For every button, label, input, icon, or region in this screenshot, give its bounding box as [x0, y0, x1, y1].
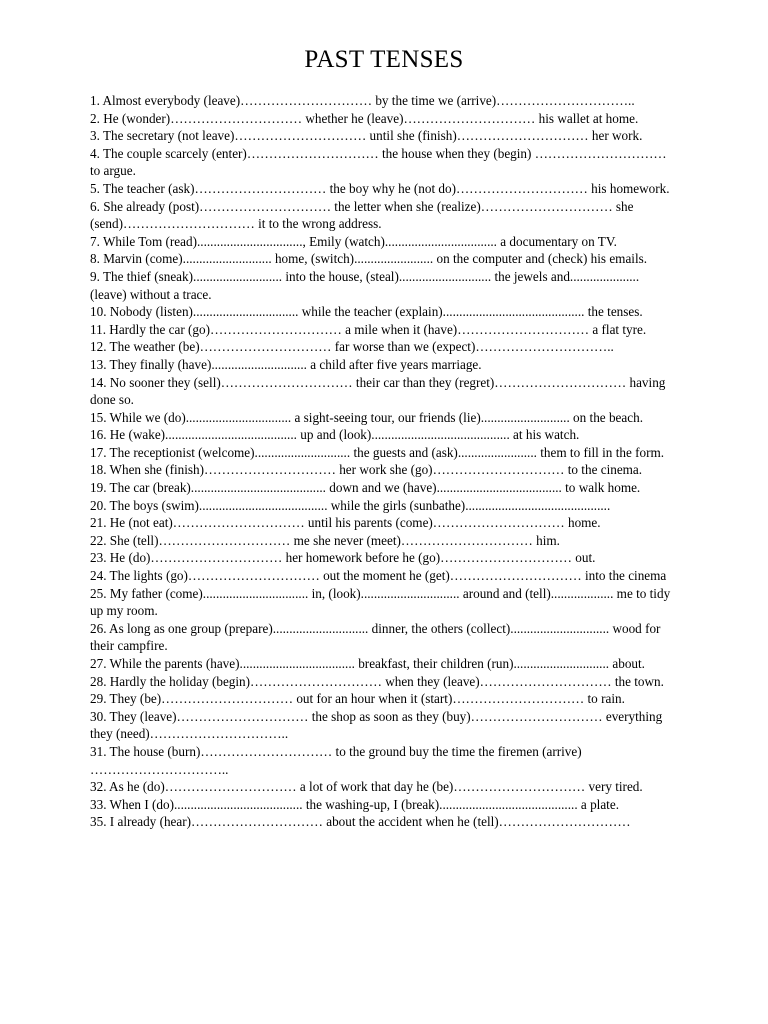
exercise-item: 13. They finally (have)............................. a child after five years marriage. [90, 356, 482, 372]
exercise-item: 1. Almost everybody (leave)………………………… by the time we (arrive)………………………….. [90, 93, 635, 108]
exercise-item: 5. The teacher (ask)………………………… the boy why he (not do)………………………… his homework. [90, 180, 670, 196]
exercise-item: 15. While we (do)................................ a sight-seeing tour, our friends (lie)........................... on the beach. [90, 409, 643, 425]
exercise-item: 24. The lights (go)………………………… out the moment he (get)………………………… into the cinema [90, 568, 667, 584]
exercise-item: 19. The car (break)......................................... down and we (have)...................................... to walk home. [90, 480, 641, 496]
exercise-item: 28. Hardly the holiday (begin)………………………… when they (leave)………………………… the town. [90, 673, 664, 689]
exercise-item: 17. The receptionist (welcome)............................. the guests and (ask)........................ them to fill in the form. [90, 444, 665, 460]
exercise-item: 14. No sooner they (sell)………………………… their car than they (regret)………………………… having done so. [90, 374, 666, 408]
exercise-item: 31. The house (burn)………………………… to the ground buy the time the firemen (arrive) ………………………….. [90, 743, 582, 777]
page-title: PAST TENSES [304, 46, 464, 73]
exercise-item: 21. He (not eat)………………………… until his parents (come)………………………… home. [90, 515, 601, 531]
exercise-list [90, 92, 678, 831]
exercise-item: 11. Hardly the car (go)………………………… a mile when it (have)………………………… a flat tyre. [90, 321, 647, 337]
exercise-item: 7. While Tom (read)................................, Emily (watch).................................. a documentary on TV. [90, 233, 617, 249]
exercise-item: 22. She (tell)………………………… me she never (meet)………………………… him. [90, 532, 560, 548]
exercise-item: 23. He (do)………………………… her homework before he (go)………………………… out. [90, 550, 596, 566]
exercise-item: 20. The boys (swim)....................................... while the girls (sunbathe)............................................ [90, 497, 611, 513]
exercise-item: 27. While the parents (have)................................... breakfast, their children (run)............................. about. [90, 656, 645, 671]
exercise-item: 32. As he (do)………………………… a lot of work that day he (be)………………………… very tired. [90, 779, 643, 795]
exercise-item: 6. She already (post)………………………… the letter when she (realize)………………………… she (send)………………………… it to the wrong address. [90, 198, 634, 232]
exercise-item: 25. My father (come)................................ in, (look).............................. around and (tell)................... me to tidy up my room. [90, 585, 671, 619]
exercise-item: 30. They (leave)………………………… the shop as soon as they (buy)………………………… everything they (need)………………………….. [90, 708, 663, 742]
exercise-item: 35. I already (hear)………………………… about the accident when he (tell)………………………… [90, 814, 631, 830]
exercise-item: 4. The couple scarcely (enter)………………………… the house when they (begin) ………………………… to argue. [90, 145, 667, 179]
exercise-item: 16. He (wake)........................................ up and (look).......................................... at his watch. [90, 427, 580, 443]
exercise-item: 18. When she (finish)………………………… her work she (go)………………………… to the cinema. [90, 462, 643, 478]
exercise-item: 12. The weather (be)………………………… far worse than we (expect)………………………….. [90, 339, 614, 355]
exercise-item: 26. As long as one group (prepare)............................. dinner, the others (collect).............................. wood for their campfire. [90, 620, 661, 654]
exercise-item: 2. He (wonder)………………………… whether he (leave)………………………… his wallet at home. [90, 110, 639, 126]
exercise-item: 9. The thief (sneak)........................... into the house, (steal)............................ the jewels and..................... (leave) without a trace. [90, 268, 640, 302]
exercise-item: 3. The secretary (not leave)………………………… until she (finish)………………………… her work. [90, 128, 643, 144]
exercise-item: 29. They (be)………………………… out for an hour when it (start)………………………… to rain. [90, 691, 625, 707]
exercise-item: 10. Nobody (listen)................................ while the teacher (explain)........................................... the tenses. [90, 304, 643, 320]
exercise-item: 8. Marvin (come)........................... home, (switch)........................ on the computer and (check) his emails. [90, 251, 648, 267]
exercise-item: 33. When I (do)....................................... the washing-up, I (break).......................................... a plate. [90, 796, 619, 812]
